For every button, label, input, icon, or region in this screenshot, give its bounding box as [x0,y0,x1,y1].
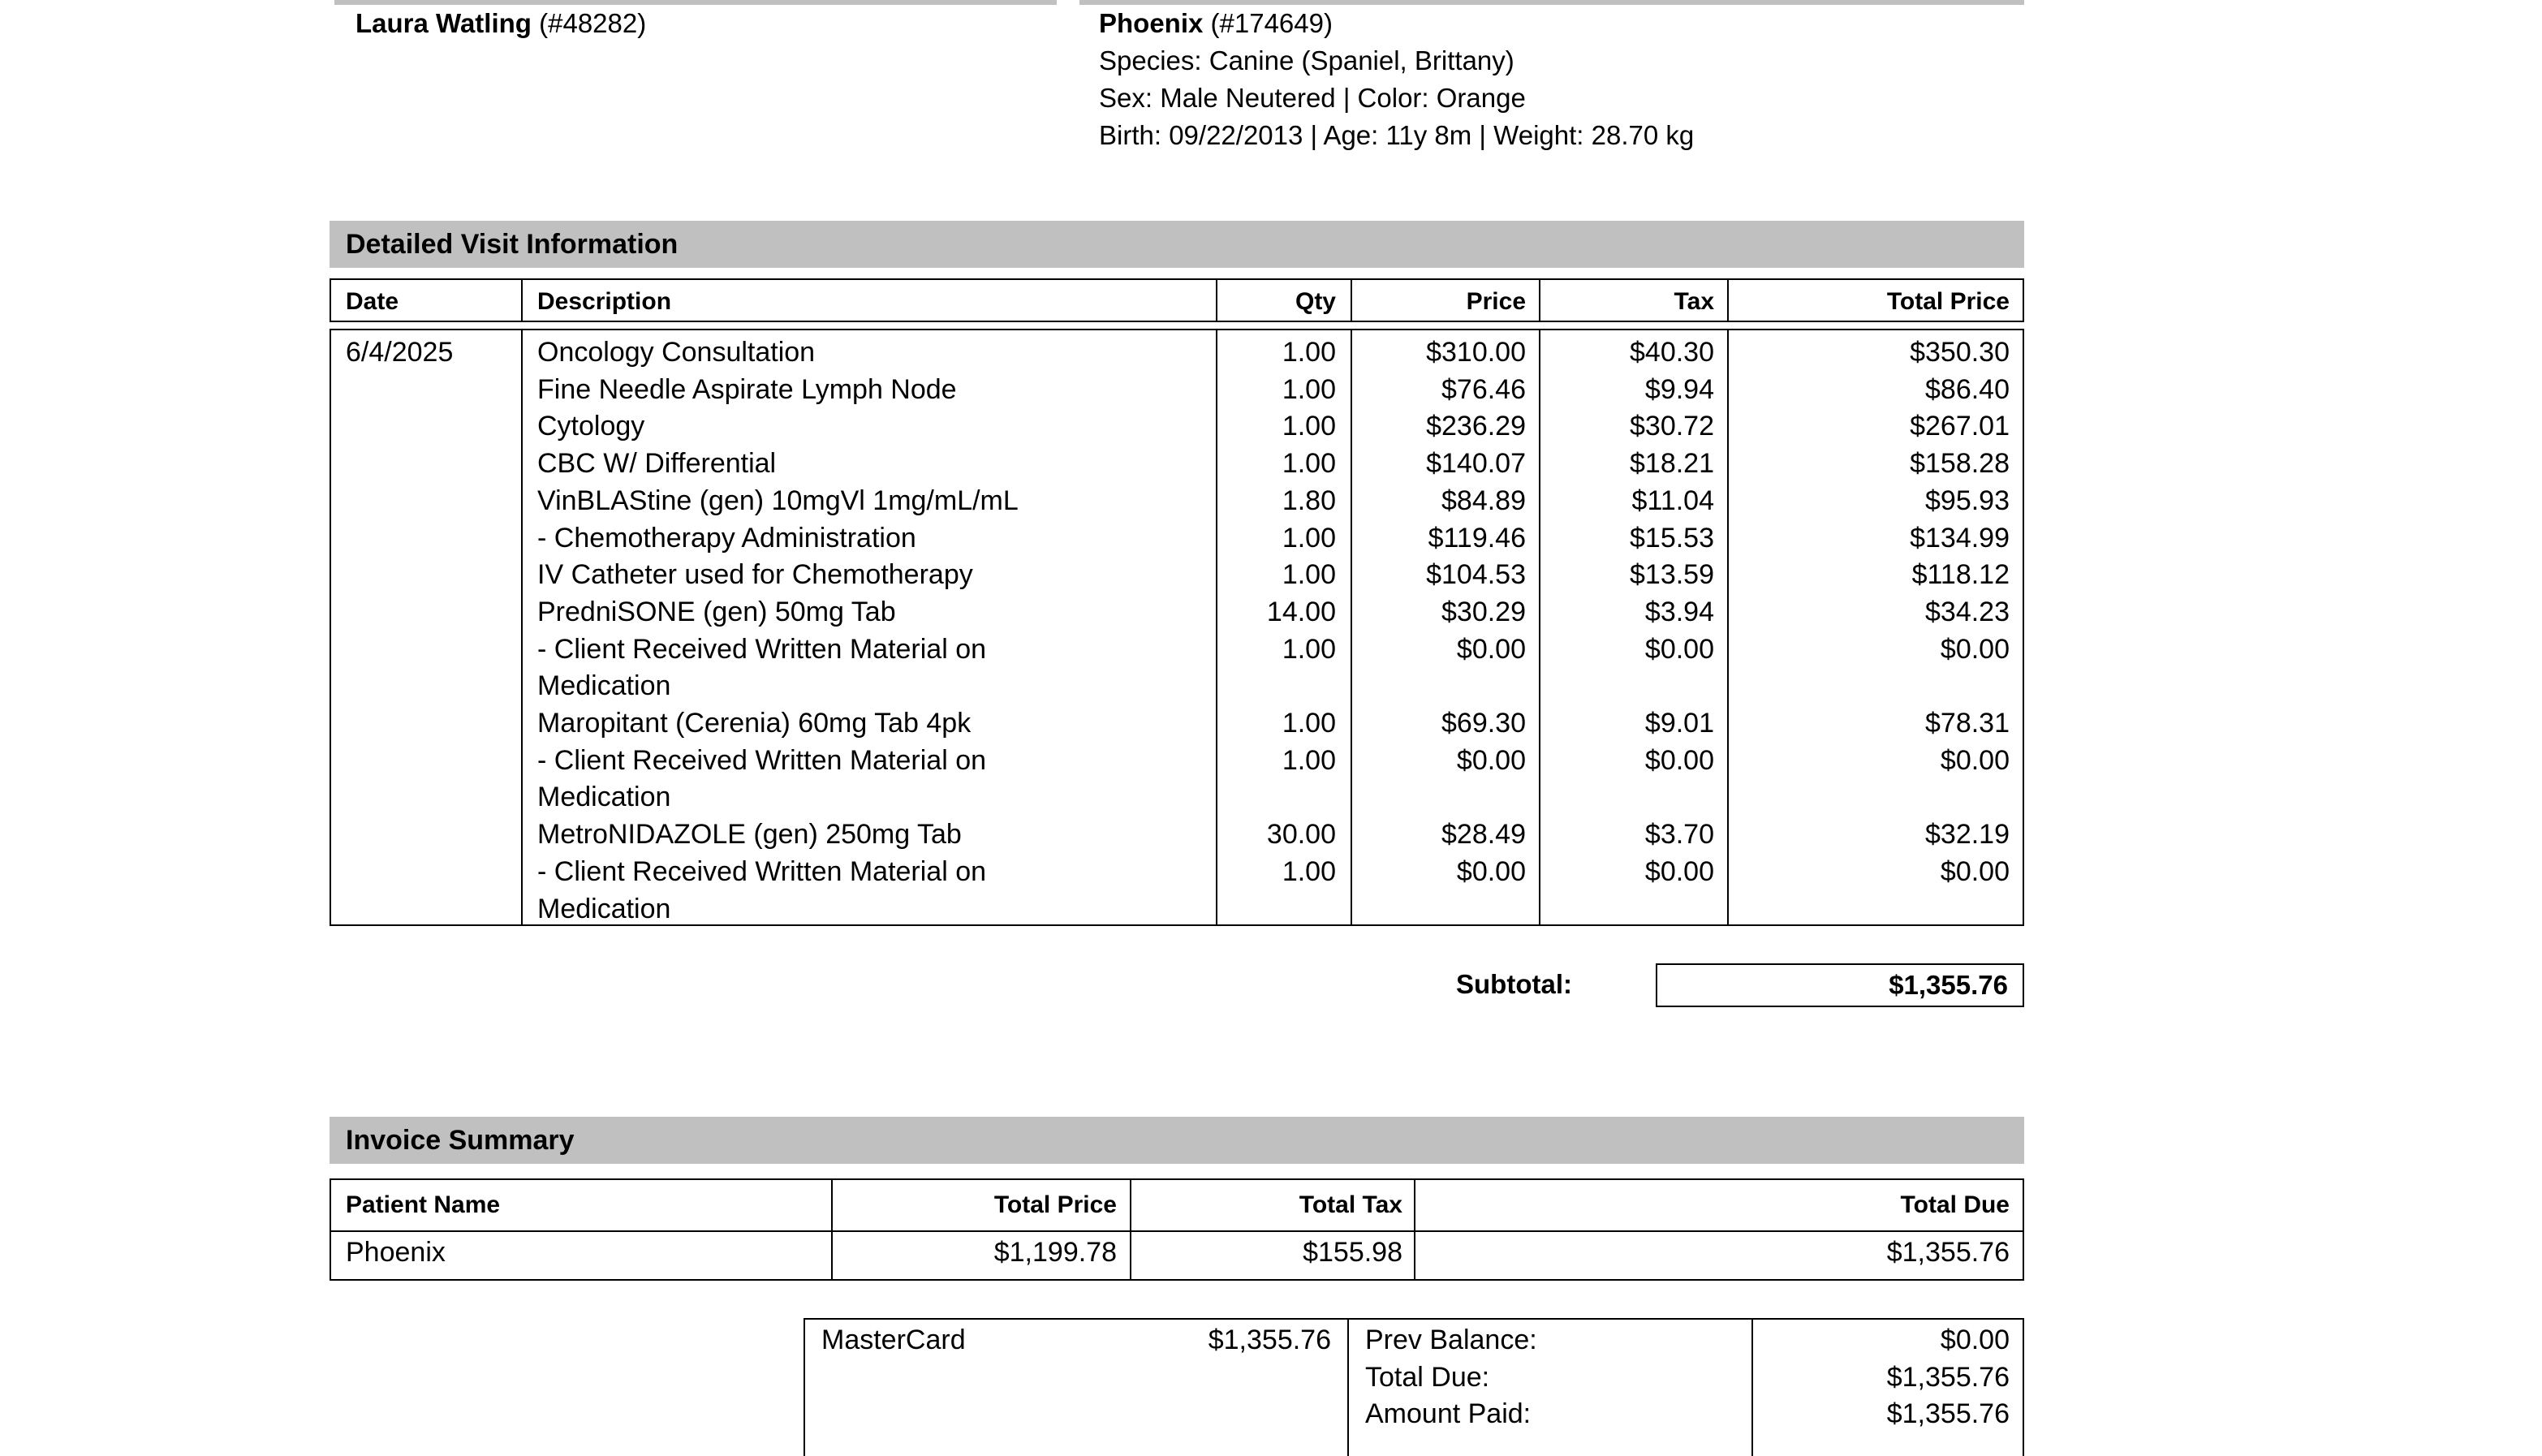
line-item-description: MetroNIDAZOLE (gen) 250mg Tab [537,819,962,850]
line-item-qty: 1.00 [1282,559,1336,590]
summary-total-tax: $155.98 [1303,1237,1402,1268]
summary-col-total-due: Total Due [1900,1191,2010,1218]
line-item-description-continued: Medication [537,894,671,924]
line-item-total: $86.40 [1925,374,2010,405]
line-item-qty: 1.00 [1282,448,1336,479]
payment-line-value: $1,355.76 [1886,1398,2010,1429]
line-item-description: - Client Received Written Material on [537,634,987,665]
col-description: Description [537,288,672,315]
line-item-total: $267.01 [1910,411,2010,442]
line-item-price: $119.46 [1428,523,1526,554]
line-item-total: $78.31 [1925,708,2010,739]
line-item-total: $32.19 [1925,819,2010,850]
line-item-qty: 1.00 [1282,523,1336,554]
col-total-price: Total Price [1886,288,2010,315]
line-item-tax: $13.59 [1630,559,1714,590]
line-item-description: - Client Received Written Material on [537,856,987,887]
patient-birth-age-weight: Birth: 09/22/2013 | Age: 11y 8m | Weight: 28.70 kg [1099,120,1695,150]
payment-method: MasterCard [821,1325,966,1355]
patient-name: Phoenix [1099,8,1204,38]
line-item-total: $0.00 [1940,634,2010,665]
line-item-description: - Client Received Written Material on [537,745,987,776]
col-tax: Tax [1674,288,1714,315]
line-item-qty: 1.00 [1282,634,1336,665]
client-info [355,5,646,42]
line-item-price: $104.53 [1426,559,1526,590]
payment-line-label: Amount Paid: [1365,1398,1532,1429]
summary-section-title: Invoice Summary [346,1125,575,1156]
patient-id: (#174649) [1210,8,1333,38]
subtotal-value: $1,355.76 [1889,970,2008,1000]
line-item-description: CBC W/ Differential [537,448,777,479]
line-item-qty: 1.00 [1282,708,1336,739]
line-item-description: PredniSONE (gen) 50mg Tab [537,597,896,627]
line-item-tax: $9.94 [1644,374,1714,405]
line-item-price: $140.07 [1426,448,1526,479]
line-item-price: $0.00 [1456,856,1526,887]
line-item-total: $95.93 [1925,485,2010,516]
patient-species: Species: Canine (Spaniel, Brittany) [1099,45,1514,75]
subtotal-box [1656,963,2024,1007]
line-item-description: Maropitant (Cerenia) 60mg Tab 4pk [537,708,972,739]
line-item-price: $69.30 [1441,708,1526,739]
line-item-qty: 1.00 [1282,374,1336,405]
line-item-tax: $3.94 [1644,597,1714,627]
line-item-price: $76.46 [1441,374,1526,405]
line-item-tax: $3.70 [1644,819,1714,850]
col-date: Date [346,288,399,315]
summary-total-price: $1,199.78 [993,1237,1117,1268]
line-item-price: $28.49 [1441,819,1526,850]
line-item-price: $0.00 [1456,745,1526,776]
line-item-tax: $18.21 [1630,448,1714,479]
client-name: Laura Watling [355,8,532,38]
payment-amount: $1,355.76 [1208,1325,1331,1355]
summary-patient-name: Phoenix [346,1237,446,1268]
col-price: Price [1466,288,1526,315]
line-item-tax: $9.01 [1644,708,1714,739]
line-item-tax: $11.04 [1631,485,1714,516]
line-item-total: $158.28 [1910,448,2010,479]
line-item-qty: 1.00 [1282,337,1336,368]
line-item-price: $0.00 [1456,634,1526,665]
line-item-tax: $40.30 [1630,337,1714,368]
line-item-tax: $30.72 [1630,411,1714,442]
line-item-description: Cytology [537,411,645,442]
line-item-price: $236.29 [1426,411,1526,442]
line-item-tax: $0.00 [1644,634,1714,665]
summary-col-total-tax: Total Tax [1299,1191,1402,1218]
visit-date: 6/4/2025 [346,337,454,368]
line-item-price: $30.29 [1441,597,1526,627]
line-item-qty: 1.00 [1282,856,1336,887]
line-item-tax: $0.00 [1644,856,1714,887]
line-item-qty: 30.00 [1266,819,1336,850]
line-item-total: $0.00 [1940,745,2010,776]
line-item-description: Oncology Consultation [537,337,816,368]
line-item-qty: 14.00 [1266,597,1336,627]
summary-table [330,1178,2024,1281]
line-item-total: $350.30 [1910,337,2010,368]
line-item-qty: 1.00 [1282,745,1336,776]
line-item-description: Fine Needle Aspirate Lymph Node [537,374,957,405]
visit-table-header [330,278,2024,322]
line-item-description: VinBLAStine (gen) 10mgVl 1mg/mL/mL [537,485,1019,516]
line-item-description-continued: Medication [537,782,671,812]
payment-line-label: Total Due: [1365,1362,1490,1393]
visit-table-body [330,329,2024,926]
summary-section-band [330,1117,2024,1164]
line-item-description: IV Catheter used for Chemotherapy [537,559,973,590]
summary-col-patient: Patient Name [346,1191,501,1218]
payment-line-value: $1,355.76 [1886,1362,2010,1393]
line-item-qty: 1.80 [1282,485,1336,516]
client-id: (#48282) [539,8,647,38]
line-item-price: $310.00 [1426,337,1526,368]
patient-info [1099,5,1694,154]
summary-total-due: $1,355.76 [1886,1237,2010,1268]
line-item-description: - Chemotherapy Administration [537,523,916,554]
line-item-total: $118.12 [1911,559,2010,590]
patient-sex-color: Sex: Male Neutered | Color: Orange [1099,83,1526,113]
line-item-total: $0.00 [1940,856,2010,887]
line-item-tax: $0.00 [1644,745,1714,776]
visit-section-band [330,221,2024,268]
line-item-total: $134.99 [1910,523,2010,554]
line-item-total: $34.23 [1925,597,2010,627]
line-item-qty: 1.00 [1282,411,1336,442]
subtotal-label: Subtotal: [1456,969,1572,999]
col-qty: Qty [1295,288,1336,315]
line-item-price: $84.89 [1441,485,1526,516]
line-item-tax: $15.53 [1630,523,1714,554]
summary-col-total-price: Total Price [993,1191,1117,1218]
payment-line-label: Prev Balance: [1365,1325,1537,1355]
line-item-description-continued: Medication [537,670,671,701]
visit-section-title: Detailed Visit Information [346,229,679,260]
payment-line-value: $0.00 [1940,1325,2010,1355]
